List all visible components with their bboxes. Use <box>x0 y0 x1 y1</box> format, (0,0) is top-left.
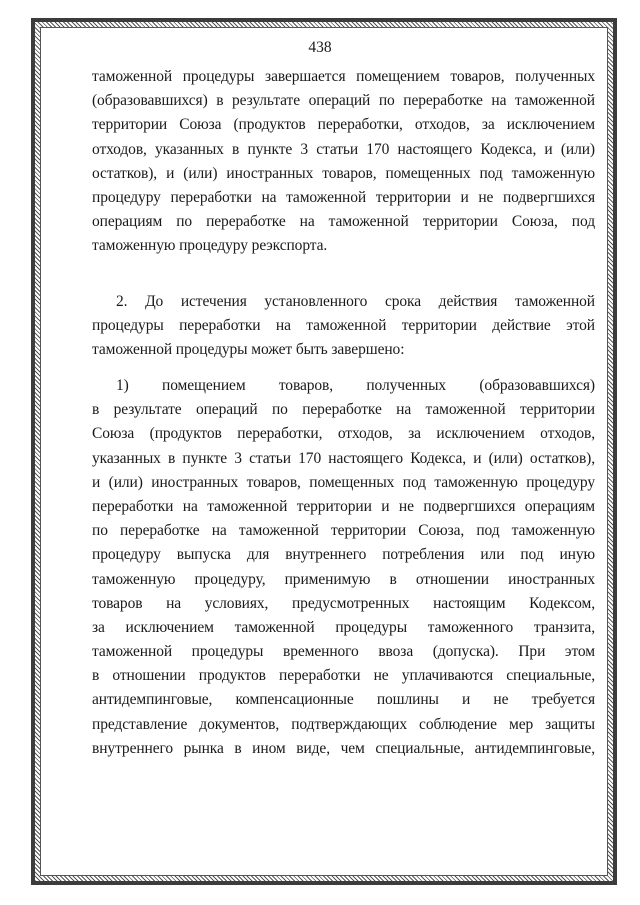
text-line: Союза (продуктов переработки, отходов, за исключением отходов, <box>92 425 595 443</box>
text-line: остатков), и (или) иностранных товаров, помещенных под таможенную <box>92 164 595 182</box>
text-line: процедуры переработки на таможенной территории действие этой <box>92 317 595 335</box>
text-line: 1) помещением товаров, полученных (образовавшихся) <box>116 377 595 394</box>
text-line: указанных в пункте 3 статьи 170 настоящего Кодекса, и (или) остатков), <box>92 449 595 467</box>
text-line: и (или) иностранных товаров, помещенных под таможенную процедуру <box>92 473 595 491</box>
paragraph-continuation <box>92 65 595 259</box>
text-line: процедуру переработки на таможенной территории и не подвергшихся <box>92 188 595 206</box>
text-line: (образовавшихся) в результате операций по переработке на таможенной <box>92 92 595 110</box>
text-line: операциям по переработке на таможенной территории Союза, под <box>92 213 595 231</box>
text-line: в отношении продуктов переработки не уплачиваются специальные, <box>92 667 595 685</box>
text-line: внутреннего рынка в ином виде, чем специальные, антидемпинговые, <box>92 739 595 757</box>
text-line: таможенной процедуры может быть завершено: <box>92 341 405 359</box>
text-line: таможенной процедуры временного ввоза (допуска). При этом <box>92 643 595 661</box>
text-line: за исключением таможенной процедуры таможенного транзита, <box>92 618 595 636</box>
text-line: процедуру выпуска для внутреннего потребления или под иную <box>92 546 595 564</box>
paragraph-subpoint-1 <box>92 374 595 761</box>
text-line: товаров на условиях, предусмотренных настоящим Кодексом, <box>92 594 595 612</box>
text-line: представление документов, подтверждающих соблюдение мер защиты <box>92 715 595 733</box>
text-line: отходов, указанных в пункте 3 статьи 170 настоящего Кодекса, и (или) <box>92 140 595 158</box>
page-number: 438 <box>308 39 332 56</box>
text-line: переработки на таможенной территории и не подвергшихся операциям <box>92 497 595 515</box>
text-line: в результате операций по переработке на таможенной территории <box>92 401 595 419</box>
text-line: таможенную процедуру реэкспорта. <box>92 237 328 255</box>
text-line: таможенной процедуры завершается помещением товаров, полученных <box>92 68 595 85</box>
text-line: территории Союза (продуктов переработки, отходов, за исключением <box>92 116 595 134</box>
text-line: антидемпинговые, компенсационные пошлины и не требуется <box>92 691 595 709</box>
text-line: по переработке на таможенной территории Союза, под таможенную <box>92 522 595 540</box>
paragraph-point-2 <box>92 290 595 363</box>
text-line: 2. До истечения установленного срока действия таможенной <box>116 293 595 310</box>
text-line: таможенную процедуру, применимую в отношении иностранных <box>92 570 595 588</box>
